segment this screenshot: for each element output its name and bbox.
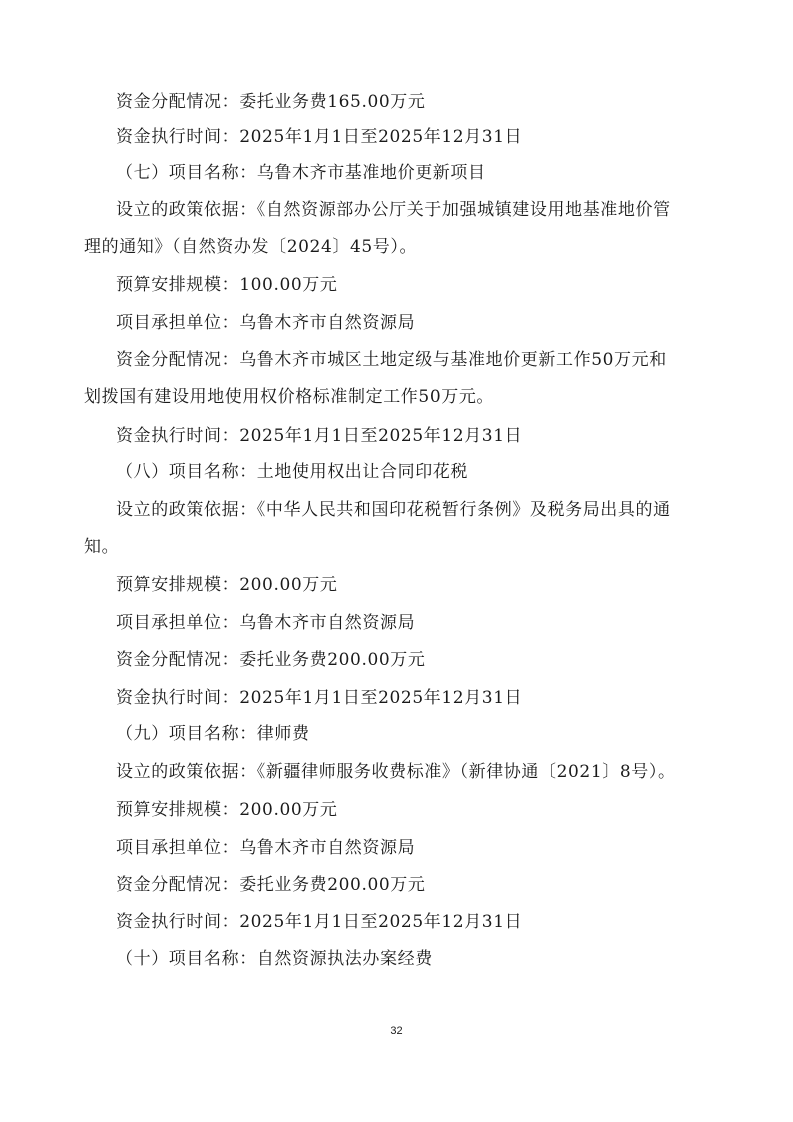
section-heading: （十）项目名称：自然资源执法办案经费 [116, 949, 433, 969]
paragraph-line: 资金分配情况：乌鲁木齐市城区土地定级与基准地价更新工作50万元和 [116, 350, 667, 370]
paragraph-line: 划拨国有建设用地使用权价格标准制定工作50万元。 [84, 387, 495, 407]
paragraph-line: 项目承担单位：乌鲁木齐市自然资源局 [116, 838, 416, 858]
paragraph-line: 项目承担单位：乌鲁木齐市自然资源局 [116, 613, 416, 633]
paragraph-line: 项目承担单位：乌鲁木齐市自然资源局 [116, 313, 416, 333]
section-heading: （八）项目名称：土地使用权出让合同印花税 [116, 462, 468, 482]
paragraph-line: 预算安排规模：100.00万元 [116, 275, 338, 295]
paragraph-line: 预算安排规模：200.00万元 [116, 575, 338, 595]
section-heading: （九）项目名称：律师费 [116, 724, 310, 744]
paragraph-line: 设立的政策依据：《自然资源部办公厅关于加强城镇建设用地基准地价管 [116, 200, 671, 220]
paragraph-line: 资金执行时间：2025年1月1日至2025年12月31日 [116, 912, 523, 932]
page-number: 32 [390, 1025, 403, 1037]
paragraph-line: 知。 [84, 537, 120, 557]
paragraph-line: 理的通知》（自然资办发〔2024〕45号）。 [84, 237, 418, 257]
paragraph-line: 设立的政策依据：《中华人民共和国印花税暂行条例》及税务局出具的通 [116, 500, 671, 520]
paragraph-line: 预算安排规模：200.00万元 [116, 800, 338, 820]
paragraph-line: 资金执行时间：2025年1月1日至2025年12月31日 [116, 688, 523, 708]
paragraph-line: 资金分配情况：委托业务费200.00万元 [116, 875, 426, 895]
paragraph-line: 资金执行时间：2025年1月1日至2025年12月31日 [116, 426, 523, 446]
paragraph-line: 资金分配情况：委托业务费200.00万元 [116, 650, 426, 670]
section-heading: （七）项目名称：乌鲁木齐市基准地价更新项目 [116, 163, 486, 183]
paragraph-line: 资金分配情况：委托业务费165.00万元 [116, 92, 426, 112]
paragraph-line: 设立的政策依据：《新疆律师服务收费标准》（新律协通〔2021〕8号）。 [116, 762, 676, 782]
paragraph-line: 资金执行时间：2025年1月1日至2025年12月31日 [116, 127, 523, 147]
